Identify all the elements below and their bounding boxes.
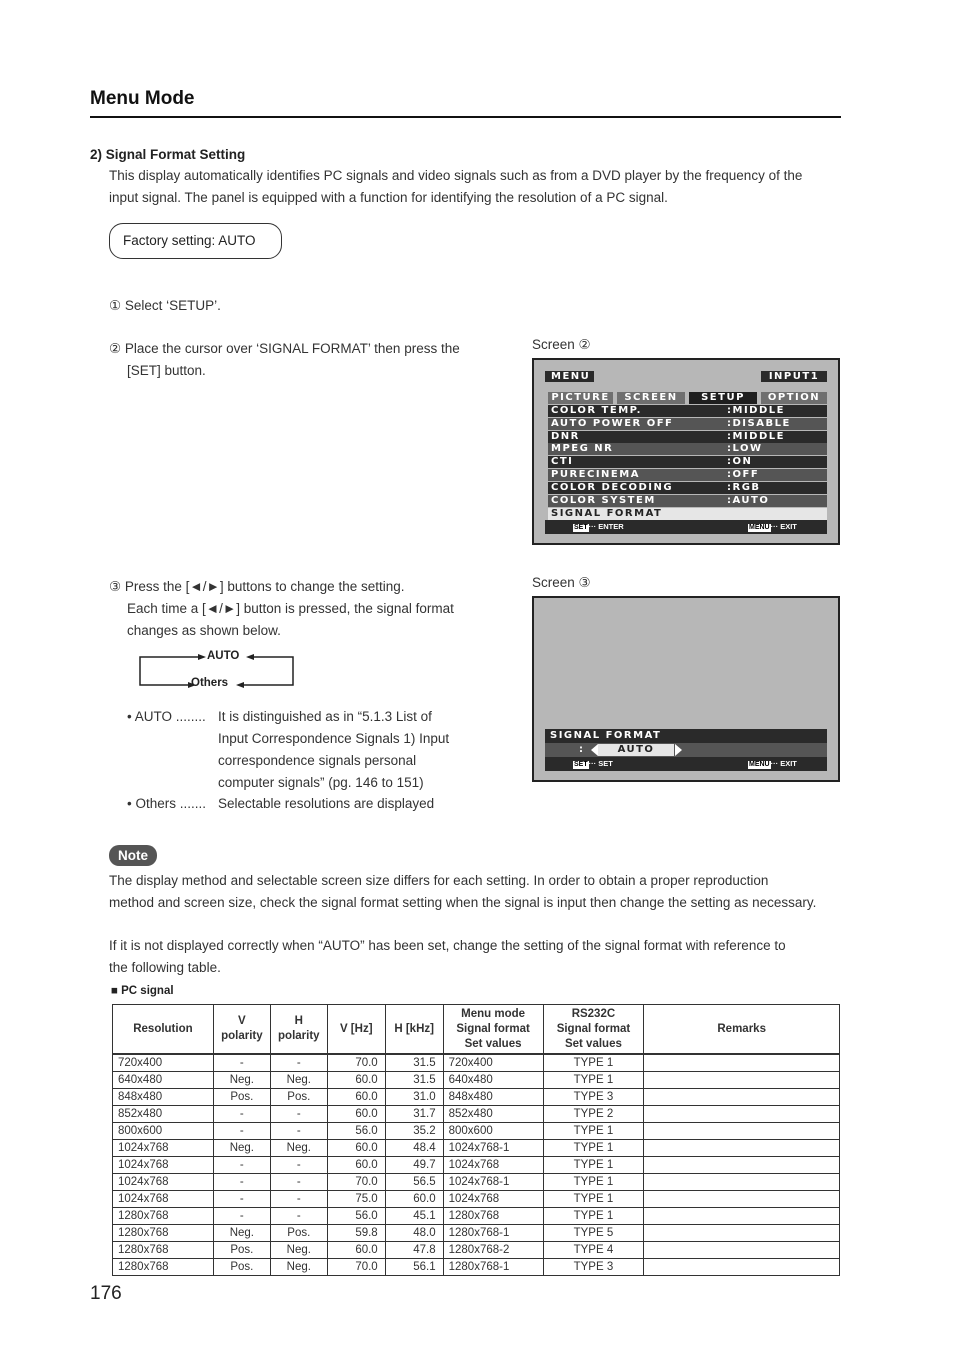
step-3-line: ③ Press the [◄/►] buttons to change the setting.	[109, 579, 405, 594]
menu-key-icon: MENU	[749, 524, 770, 531]
table-row	[113, 1174, 840, 1191]
table-cell: 1280x768	[113, 1259, 214, 1276]
table-cell	[644, 1140, 840, 1157]
set-key-icon: SET	[574, 761, 588, 768]
table-row	[113, 1157, 840, 1174]
table-row	[113, 1072, 840, 1089]
table-cell: 60.0	[385, 1191, 443, 1208]
table-row	[113, 1225, 840, 1242]
table-cell: Pos.	[213, 1242, 270, 1259]
table-row	[113, 1054, 840, 1072]
osd-tab-bar	[548, 392, 827, 404]
table-row	[113, 1242, 840, 1259]
page-title: Menu Mode	[90, 88, 195, 109]
table-cell: 60.0	[327, 1242, 385, 1259]
table-cell: -	[213, 1054, 270, 1072]
menu-key-icon: MENU	[749, 761, 770, 768]
footer-set: ··· SET	[588, 759, 613, 768]
auto-desc-line: Input Correspondence Signals 1) Input	[218, 731, 450, 746]
cycle-others-label: Others	[191, 677, 229, 689]
table-cell: -	[213, 1106, 270, 1123]
table-cell: Neg.	[270, 1140, 327, 1157]
table-cell: -	[213, 1157, 270, 1174]
table-cell: -	[270, 1123, 327, 1140]
table-cell	[644, 1054, 840, 1072]
table-header: Menu mode Signal format Set values	[443, 1005, 543, 1055]
intro-paragraph	[109, 165, 844, 209]
table-cell: 1280x768-1	[443, 1225, 543, 1242]
table-cell: 31.7	[385, 1106, 443, 1123]
table-cell: -	[270, 1208, 327, 1225]
table-row	[113, 1089, 840, 1106]
table-cell: 70.0	[327, 1174, 385, 1191]
note-line: the following table.	[109, 960, 221, 975]
footer-enter: ··· ENTER	[588, 522, 624, 531]
table-cell: -	[213, 1174, 270, 1191]
note-line: If it is not displayed correctly when “AUTO” has been set, change the setting of the signal format with reference to	[109, 938, 786, 953]
table-header: Resolution	[113, 1005, 214, 1055]
table-cell: 1024x768-1	[443, 1140, 543, 1157]
table-row	[113, 1140, 840, 1157]
table-cell: 640x480	[113, 1072, 214, 1089]
table-cell: Pos.	[213, 1259, 270, 1276]
table-cell: 800x600	[113, 1123, 214, 1140]
table-header: H [kHz]	[385, 1005, 443, 1055]
osd-row[interactable]: COLOR SYSTEM :AUTO	[548, 495, 827, 507]
note-paragraph-1	[109, 870, 844, 914]
step-3-line: changes as shown below.	[127, 623, 281, 638]
note-badge: Note	[109, 845, 157, 866]
osd-row[interactable]: DNR :MIDDLE	[548, 431, 827, 443]
osd-row[interactable]: CTI :ON	[548, 456, 827, 468]
table-header: H polarity	[270, 1005, 327, 1055]
table-cell: Pos.	[213, 1089, 270, 1106]
osd-footer	[545, 757, 827, 771]
table-cell: 56.5	[385, 1174, 443, 1191]
table-row	[113, 1259, 840, 1276]
osd-footer	[545, 520, 827, 534]
auto-description	[218, 706, 449, 794]
title-rule	[90, 116, 841, 118]
table-cell: -	[213, 1191, 270, 1208]
tab-option[interactable]: OPTION	[761, 392, 827, 404]
osd-row-selected[interactable]: SIGNAL FORMAT	[548, 508, 827, 520]
intro-line: input signal. The panel is equipped with a function for identifying the resolution of a PC signal.	[109, 190, 668, 205]
table-cell: 49.7	[385, 1157, 443, 1174]
table-cell: 1024x768	[113, 1140, 214, 1157]
table-cell: 60.0	[327, 1140, 385, 1157]
auto-desc-line: computer signals” (pg. 146 to 151)	[218, 775, 424, 790]
table-cell: Pos.	[270, 1089, 327, 1106]
intro-line: This display automatically identifies PC signals and video signals such as from a DVD player by the frequency of the	[109, 168, 803, 183]
table-cell: 70.0	[327, 1259, 385, 1276]
footer-exit: ··· EXIT	[770, 522, 797, 531]
osd-colon: :	[579, 744, 585, 755]
right-arrow-icon[interactable]	[674, 744, 682, 756]
table-cell: 1280x768	[443, 1208, 543, 1225]
table-caption: ■ PC signal	[111, 985, 174, 997]
table-cell	[644, 1208, 840, 1225]
table-cell: 31.5	[385, 1072, 443, 1089]
table-cell: 35.2	[385, 1123, 443, 1140]
table-cell: TYPE 1	[543, 1208, 644, 1225]
tab-setup[interactable]: SETUP	[689, 392, 757, 404]
table-cell: 1280x768-1	[443, 1259, 543, 1276]
table-cell: 800x600	[443, 1123, 543, 1140]
table-header: V [Hz]	[327, 1005, 385, 1055]
osd-signal-format-value[interactable]: AUTO	[598, 744, 674, 756]
table-cell: 70.0	[327, 1054, 385, 1072]
screen-3-caption: Screen ③	[532, 575, 591, 590]
osd-value-row	[545, 743, 827, 757]
table-cell: TYPE 3	[543, 1259, 644, 1276]
tab-screen[interactable]: SCREEN	[617, 392, 685, 404]
factory-setting-box: Factory setting: AUTO	[109, 223, 282, 259]
table-cell: Neg.	[213, 1140, 270, 1157]
table-cell: 56.0	[327, 1123, 385, 1140]
osd-menu-label: MENU	[545, 371, 594, 382]
arrow-left-icon	[236, 682, 244, 688]
table-cell: -	[270, 1054, 327, 1072]
auto-desc-line: It is distinguished as in “5.1.3 List of	[218, 709, 432, 724]
table-cell: 47.8	[385, 1242, 443, 1259]
table-cell: 56.1	[385, 1259, 443, 1276]
table-cell	[644, 1089, 840, 1106]
arrow-left-icon	[246, 654, 254, 660]
osd-signal-format-title: SIGNAL FORMAT	[545, 729, 827, 743]
table-header: RS232C Signal format Set values	[543, 1005, 644, 1055]
osd-row[interactable]: AUTO POWER OFF :DISABLE	[548, 418, 827, 430]
table-cell: 1280x768	[113, 1242, 214, 1259]
screen-2-caption: Screen ②	[532, 337, 591, 352]
cycle-auto-label: AUTO	[207, 650, 240, 662]
table-cell	[644, 1174, 840, 1191]
table-cell: 640x480	[443, 1072, 543, 1089]
table-cell: 48.0	[385, 1225, 443, 1242]
table-cell: TYPE 1	[543, 1054, 644, 1072]
auto-bullet: • AUTO ........	[127, 709, 206, 724]
table-cell: 1280x768	[113, 1208, 214, 1225]
note-paragraph-2	[109, 935, 844, 979]
table-cell: 1024x768	[113, 1157, 214, 1174]
table-cell	[644, 1191, 840, 1208]
osd-input-label: INPUT1	[761, 371, 827, 382]
arrow-right-icon	[198, 654, 206, 660]
table-cell: 1024x768	[443, 1157, 543, 1174]
table-cell: TYPE 5	[543, 1225, 644, 1242]
table-cell: 48.4	[385, 1140, 443, 1157]
table-header: V polarity	[213, 1005, 270, 1055]
table-cell	[644, 1072, 840, 1089]
table-cell	[644, 1242, 840, 1259]
table-cell: 60.0	[327, 1106, 385, 1123]
table-cell: 60.0	[327, 1072, 385, 1089]
table-cell: -	[270, 1191, 327, 1208]
table-cell: 60.0	[327, 1157, 385, 1174]
table-cell: TYPE 4	[543, 1242, 644, 1259]
table-cell: 1280x768-2	[443, 1242, 543, 1259]
table-cell: TYPE 2	[543, 1106, 644, 1123]
table-cell: 56.0	[327, 1208, 385, 1225]
table-cell: 1024x768	[113, 1174, 214, 1191]
osd-row[interactable]: MPEG NR :LOW	[548, 443, 827, 455]
table-cell: TYPE 1	[543, 1140, 644, 1157]
step-2-line: ② Place the cursor over ‘SIGNAL FORMAT’ then press the	[109, 341, 460, 356]
table-row	[113, 1191, 840, 1208]
table-cell: TYPE 1	[543, 1072, 644, 1089]
step-3-line: Each time a [◄/►] button is pressed, the signal format	[127, 601, 454, 616]
table-cell	[644, 1123, 840, 1140]
table-row	[113, 1123, 840, 1140]
table-cell	[644, 1157, 840, 1174]
table-cell: TYPE 1	[543, 1123, 644, 1140]
table-row	[113, 1208, 840, 1225]
table-cell: Neg.	[270, 1242, 327, 1259]
table-cell: Neg.	[213, 1072, 270, 1089]
section-heading: 2) Signal Format Setting	[90, 147, 246, 162]
note-line: The display method and selectable screen size differs for each setting. In order to obtain a proper reproduction	[109, 873, 769, 888]
set-key-icon: SET	[574, 524, 588, 531]
table-cell	[644, 1259, 840, 1276]
table-cell: 852x480	[443, 1106, 543, 1123]
page-number: 176	[90, 1283, 122, 1304]
table-cell: 1024x768-1	[443, 1174, 543, 1191]
table-cell: -	[270, 1157, 327, 1174]
others-description: Selectable resolutions are displayed	[218, 796, 435, 811]
osd-row[interactable]: COLOR DECODING :RGB	[548, 482, 827, 494]
table-cell: 45.1	[385, 1208, 443, 1225]
table-cell: Neg.	[270, 1259, 327, 1276]
table-cell: 1024x768	[113, 1191, 214, 1208]
table-row	[113, 1106, 840, 1123]
table-cell: 59.8	[327, 1225, 385, 1242]
table-cell: 852x480	[113, 1106, 214, 1123]
table-cell: TYPE 3	[543, 1089, 644, 1106]
table-cell: 1280x768	[113, 1225, 214, 1242]
osd-row[interactable]: PURECINEMA :OFF	[548, 469, 827, 481]
note-line: method and screen size, check the signal format setting when the signal is input then change the setting as necessary.	[109, 895, 817, 910]
table-cell: 848x480	[113, 1089, 214, 1106]
table-cell: 720x400	[113, 1054, 214, 1072]
table-cell: 848x480	[443, 1089, 543, 1106]
table-cell: Neg.	[213, 1225, 270, 1242]
table-cell: 720x400	[443, 1054, 543, 1072]
footer-exit: ··· EXIT	[770, 759, 797, 768]
table-cell: 31.0	[385, 1089, 443, 1106]
table-cell: -	[270, 1174, 327, 1191]
table-cell: 75.0	[327, 1191, 385, 1208]
osd-row[interactable]: COLOR TEMP. :MIDDLE	[548, 405, 827, 417]
table-cell: TYPE 1	[543, 1174, 644, 1191]
others-bullet: • Others .......	[127, 796, 206, 811]
table-cell	[644, 1225, 840, 1242]
table-cell: 60.0	[327, 1089, 385, 1106]
tab-picture[interactable]: PICTURE	[548, 392, 613, 404]
table-cell: TYPE 1	[543, 1157, 644, 1174]
table-cell: Pos.	[270, 1225, 327, 1242]
auto-desc-line: correspondence signals personal	[218, 753, 417, 768]
table-cell: 1024x768	[443, 1191, 543, 1208]
pc-signal-table	[112, 1004, 840, 1276]
table-cell: TYPE 1	[543, 1191, 644, 1208]
table-cell: 31.5	[385, 1054, 443, 1072]
table-cell	[644, 1106, 840, 1123]
step-1: ① Select ‘SETUP’.	[109, 298, 221, 313]
table-cell: Neg.	[270, 1072, 327, 1089]
table-cell: -	[213, 1208, 270, 1225]
step-2-line: [SET] button.	[127, 363, 206, 378]
table-cell: -	[213, 1123, 270, 1140]
table-header: Remarks	[644, 1005, 840, 1055]
table-cell: -	[270, 1106, 327, 1123]
